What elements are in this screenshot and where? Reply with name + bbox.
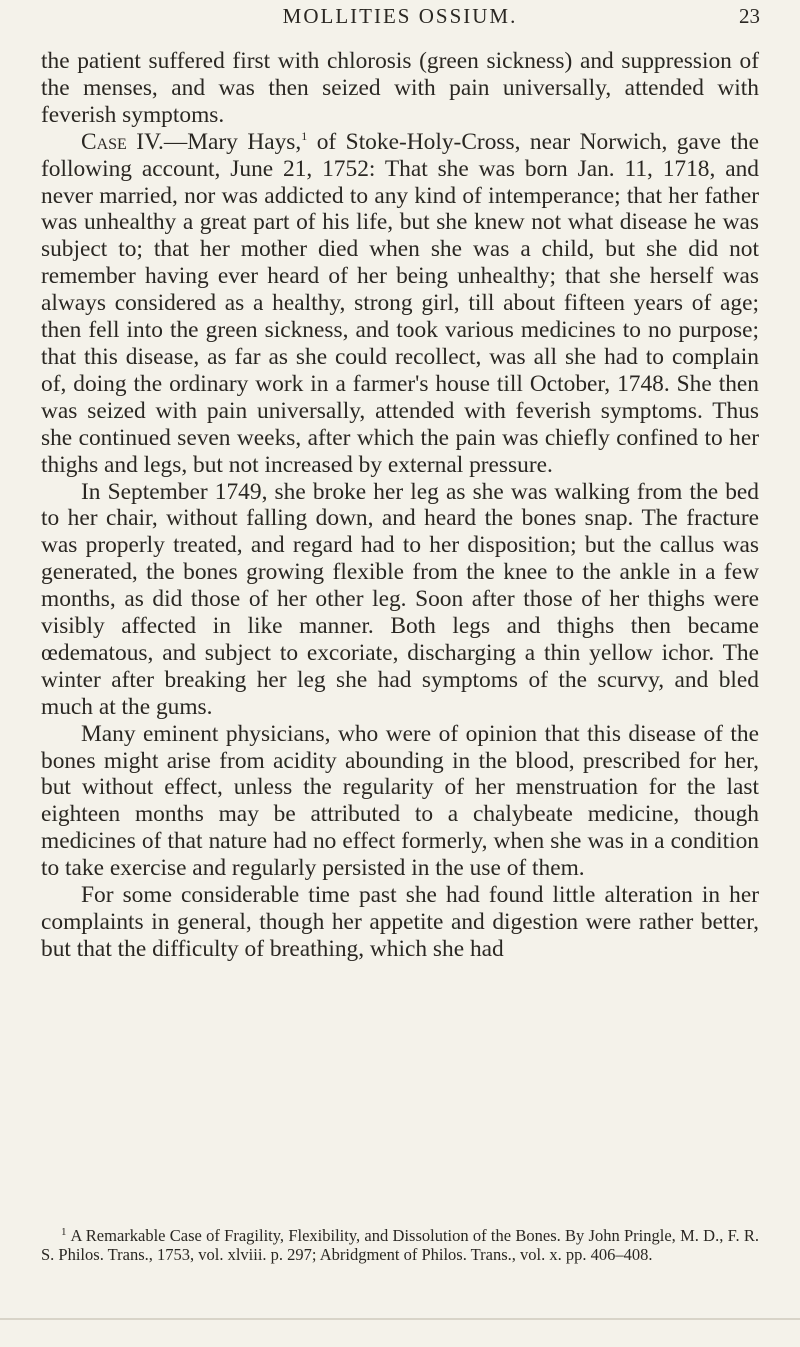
body-text	[41, 48, 759, 963]
footnote	[41, 1226, 759, 1264]
paragraph-case-iv	[41, 129, 759, 479]
case-lead: —Mary Hays,	[163, 128, 302, 155]
page-bottom-edge	[0, 1318, 800, 1320]
footnote-mark: 1	[61, 1225, 67, 1238]
running-head	[0, 4, 800, 34]
paragraph-continuation: the patient suffered first with chlorosis (green sickness) and suppression of the menses, and was then seized with pain universally, attended with feverish symptoms.	[41, 48, 759, 128]
paragraph-fracture: In September 1749, she broke her leg as she was walking from the bed to her chair, without falling down, and heard the bones snap. The fracture was properly treated, and regard had to her disposition; but the callus was generated, the bones growing flexible from the knee to the ankle in a few months, as did those of her other leg. Soon after those of her thighs were visibly affected in like manner. Both legs and thighs then became œdematous, and subject to excoriate, discharging a thin yellow ichor. The winter after breaking her leg she had symptoms of the scurvy, and bled much at the gums.	[41, 478, 759, 720]
footnote-paragraph	[41, 1226, 759, 1264]
running-title: MOLLITIES OSSIUM.	[282, 4, 518, 28]
footnote-text: A Remarkable Case of Fragility, Flexibility, and Dissolution of the Bones. By John Pringle, M. D., F. R. S. Philos. Trans., 1753, vol. xlviii. p. 297; Abridgment of Philos. Trans., vol. x. pp. 406–408.	[41, 1226, 759, 1264]
paragraph-physicians: Many eminent physicians, who were of opinion that this disease of the bones might arise from acidity abounding in the blood, prescribed for her, but without effect, unless the regularity of her menstruation for the last eighteen months may be attributed to a chalybeate medicine, though medicines of that nature had no effect formerly, when she was in a condition to take exercise and regularly persisted in the use of them.	[41, 720, 759, 882]
case-label: Case IV.	[81, 128, 164, 155]
paragraph-later: For some considerable time past she had found little alteration in her complaints in general, though her appetite and digestion were rather better, but that the difficulty of breathing, which she had	[41, 882, 759, 962]
footnote-reference: 1	[301, 128, 308, 143]
page-number: 23	[739, 4, 760, 28]
case-text: of Stoke-Holy-Cross, near Norwich, gave the following account, June 21, 1752: That she was born Jan. 11, 1718, and never married, nor was addicted to any kind of intemperance; that her father was unhealthy a great part of his life, but she knew not what disease he was subject to; that her mother died when she was a child, but she did not remember having ever heard of her being unhealthy; that she herself was always considered as a healthy, strong girl, till about fifteen years of age; then fell into the green sickness, and took various medicines to no purpose; that this disease, as far as she could recollect, was all she had to complain of, doing the ordinary work in a farmer's house till October, 1748. She then was seized with pain universally, attended with feverish symptoms. Thus she continued seven weeks, after which the pain was chiefly confined to her thighs and legs, but not increased by external pressure.	[41, 128, 759, 478]
